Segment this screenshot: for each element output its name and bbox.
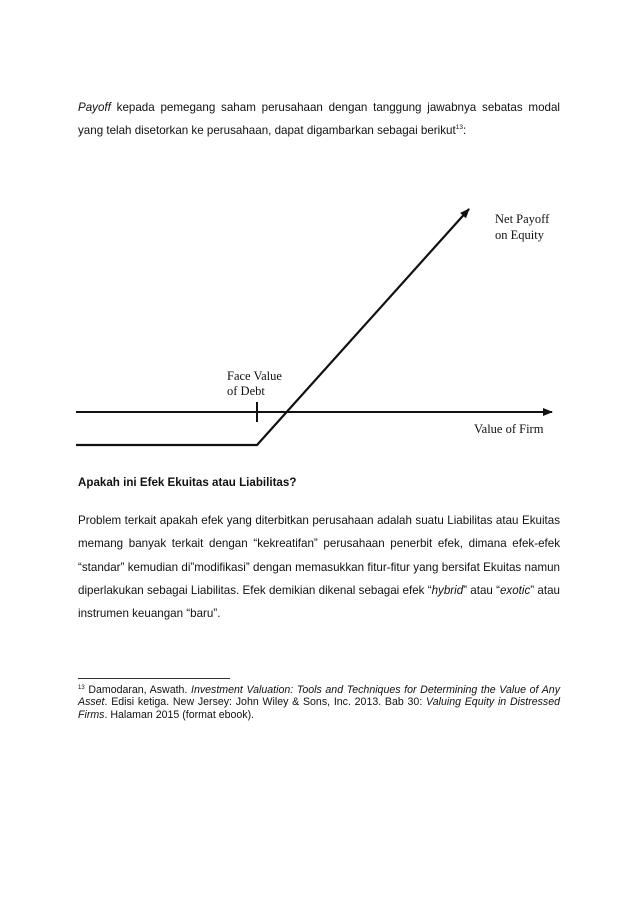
equity-payoff-line	[76, 209, 469, 445]
payoff-diagram	[74, 198, 564, 448]
intro-italic-lead: Payoff	[78, 101, 111, 114]
x-axis-label: Value of Firm	[474, 422, 544, 436]
face-value-label-line2: of Debt	[227, 384, 265, 398]
body-exotic: exotic	[499, 583, 531, 597]
body-paragraph	[78, 509, 560, 625]
intro-text: kepada pemegang saham perusahaan dengan tanggung jawabnya sebatas modal yang telah disetorkan ke perusahaan, dapat digambarkan sebagai berikut	[78, 101, 560, 137]
net-payoff-label-line1: Net Payoff	[495, 212, 550, 226]
section-heading: Apakah ini Efek Ekuitas atau Liabilitas?	[78, 476, 297, 489]
footnote-author: Damodaran, Aswath.	[84, 684, 192, 696]
footnote-page-info: . Halaman 2015 (format ebook).	[104, 708, 255, 721]
footnote-number: 13	[78, 685, 85, 691]
footnote-separator	[78, 678, 230, 679]
body-hybrid: hybrid	[431, 583, 464, 597]
footnote-ref[interactable]: 13	[455, 124, 463, 131]
footnote	[78, 684, 560, 721]
footnote-chapter-title: Valuing Equity in Distressed Firms	[78, 696, 560, 721]
body-text-3: ” atau instrumen keuangan “baru”.	[78, 583, 560, 621]
intro-colon: :	[462, 124, 467, 137]
body-text-1: Problem terkait apakah efek yang diterbitkan perusahaan adalah suatu Liabilitas atau Ekuitas memang banyak terkait dengan “kekreatifan” perusahaan penerbit efek, dimana efek-efek “standar” kemudian di”modifikasi” dengan memasukkan fitur-fitur yang bersifat Ekuitas namun diperlakukan sebagai Liabilitas. Efek demikian dikenal sebagai efek “	[78, 514, 560, 597]
footnote-book-title: Investment Valuation: Tools and Techniques for Determining the Value of Any Asset	[78, 684, 560, 709]
net-payoff-label-line2: on Equity	[495, 228, 544, 242]
body-text-2: ” atau “	[463, 583, 500, 597]
footnote-publisher: . Edisi ketiga. New Jersey: John Wiley & Sons, Inc. 2013. Bab 30:	[104, 696, 427, 709]
intro-paragraph	[78, 96, 560, 142]
face-value-label-line1: Face Value	[227, 369, 282, 383]
